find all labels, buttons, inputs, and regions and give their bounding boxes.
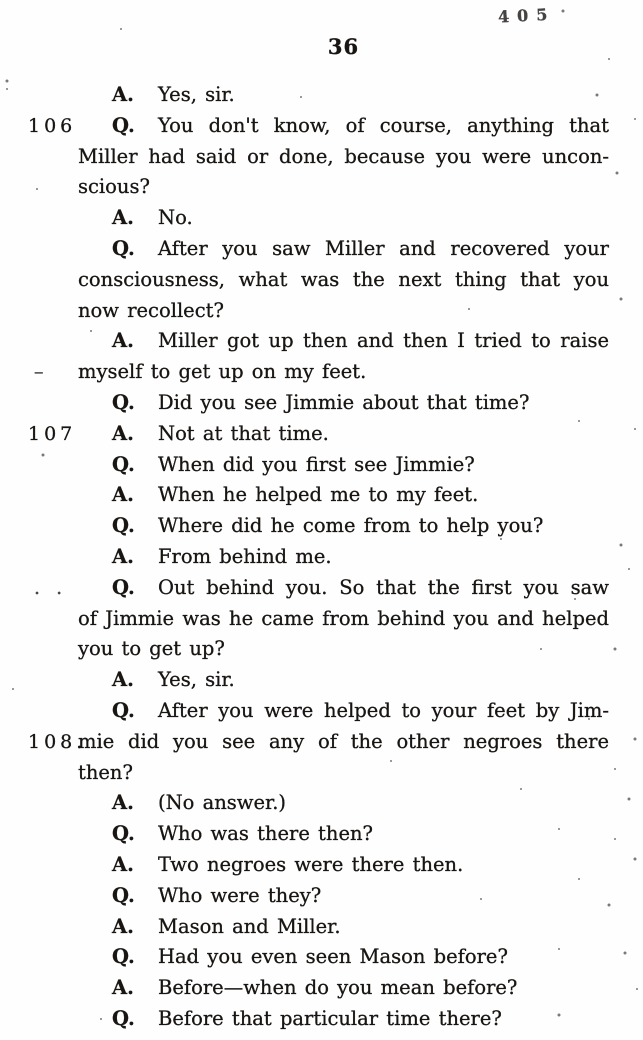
line-text: consciousness, what was the next thing that you (78, 267, 609, 291)
speaker-label: Q. (112, 452, 135, 476)
speaker-label: A. (112, 206, 134, 230)
speaker-label: Q. (112, 883, 135, 907)
transcript-line (78, 634, 609, 665)
speaker-label: Q. (112, 390, 135, 414)
qa-entry (78, 850, 609, 881)
line-text: you to get up? (78, 637, 225, 661)
line-text: Had you even seen Mason before? (158, 945, 508, 969)
speaker-label: A. (112, 544, 134, 568)
transcript-line (78, 912, 609, 943)
speaker-label: A. (112, 791, 134, 815)
transcript-line (78, 881, 609, 912)
transcript-line (78, 696, 609, 727)
line-text: Who was there then? (158, 822, 374, 846)
transcript-line (78, 604, 609, 635)
speaker-label: A. (112, 976, 134, 1000)
line-text: mie did you see any of the other negroes there (78, 729, 609, 753)
line-text: of Jimmie was he came from behind you and helped (78, 606, 609, 630)
line-text: Miller had said or done, because you were uncon- (78, 144, 609, 168)
transcript-line (78, 80, 609, 111)
qa-entry (78, 80, 609, 111)
qa-entry (78, 450, 609, 481)
transcript-line (78, 850, 609, 881)
transcript-line (78, 388, 609, 419)
line-text: then? (78, 760, 133, 784)
qa-entry (78, 819, 609, 850)
line-text: Yes, sir. (158, 83, 235, 106)
transcript-line (78, 296, 609, 327)
speaker-label: A. (112, 421, 134, 445)
qa-entry (28, 696, 609, 788)
page-number: 36 (327, 34, 360, 59)
question-number: 108. (28, 730, 87, 753)
scan-noise (0, 0, 2, 2)
qa-entry (78, 203, 609, 234)
qa-entry (78, 788, 609, 819)
line-text: Where did he come from to help you? (158, 514, 544, 538)
transcript-line (28, 419, 609, 450)
qa-entry (28, 111, 609, 203)
line-text: Who were they? (158, 883, 322, 907)
line-text: Not at that time. (158, 421, 329, 445)
speaker-label: A. (112, 852, 134, 876)
transcript-line (78, 665, 609, 696)
transcript-line (78, 511, 609, 542)
qa-entry (78, 480, 609, 511)
transcript-line (78, 819, 609, 850)
qa-entry (78, 973, 609, 1004)
line-text: myself to get up on my feet. (78, 360, 367, 384)
speaker-label: Q. (112, 698, 135, 722)
speaker-label: Q. (112, 575, 135, 599)
transcript-line (28, 111, 609, 142)
transcript-line (78, 326, 609, 357)
page-stamp: 405 (497, 4, 556, 27)
speaker-label: Q. (112, 113, 135, 137)
transcript-line (78, 788, 609, 819)
line-text: Did you see Jimmie about that time? (158, 390, 530, 414)
transcript-line (34, 573, 609, 604)
speaker-label: A. (112, 483, 134, 507)
transcript-line (34, 357, 609, 388)
speaker-label: Q. (112, 945, 135, 969)
line-text: No. (158, 206, 193, 230)
transcript-line (78, 142, 609, 173)
transcript-line (78, 450, 609, 481)
line-text: From behind me. (158, 544, 332, 568)
line-text: Yes, sir. (158, 668, 235, 692)
line-text: When he helped me to my feet. (158, 483, 479, 507)
transcript-line (78, 203, 609, 234)
qa-entry (78, 511, 609, 542)
line-text: Two negroes were there then. (158, 852, 464, 876)
line-text: Miller got up then and then I tried to raise (158, 329, 609, 353)
line-text: When did you first see Jimmie? (158, 452, 475, 476)
line-text: Out behind you. So that the first you saw (158, 575, 609, 599)
transcript-line (78, 1004, 609, 1035)
transcript-line (78, 480, 609, 511)
speaker-label: Q. (112, 514, 135, 538)
qa-entry (78, 542, 609, 573)
qa-entry (28, 419, 609, 450)
qa-entry (78, 912, 609, 943)
transcript-line (28, 727, 609, 758)
transcript-line (78, 758, 609, 789)
line-text: (No answer.) (158, 791, 287, 815)
speaker-label: Q. (112, 1006, 135, 1030)
line-text: Mason and Miller. (158, 914, 341, 938)
qa-entry (78, 665, 609, 696)
speaker-label: A. (112, 83, 134, 106)
question-number: 106 (28, 114, 77, 137)
line-text: Before that particular time there? (158, 1006, 502, 1030)
qa-entry (78, 234, 609, 326)
line-text: You don't know, of course, anything that (158, 113, 609, 137)
speaker-label: Q. (112, 236, 135, 260)
line-text: now recollect? (78, 298, 224, 322)
transcript-line (78, 542, 609, 573)
qa-entry (78, 1004, 609, 1035)
speaker-label: A. (112, 329, 134, 353)
transcript (28, 80, 609, 1035)
margin-mark: – (34, 361, 48, 384)
speaker-label: A. (112, 914, 134, 938)
qa-entry (78, 881, 609, 912)
qa-entry (78, 942, 609, 973)
qa-entry (34, 326, 609, 388)
qa-entry (78, 388, 609, 419)
line-text: After you saw Miller and recovered your (158, 236, 609, 260)
line-text: Before—when do you mean before? (158, 976, 518, 1000)
speaker-label: Q. (112, 822, 135, 846)
transcript-line (78, 265, 609, 296)
margin-mark: . . (34, 576, 67, 599)
speaker-label: A. (112, 668, 134, 692)
transcript-line (78, 973, 609, 1004)
question-number: 107 (28, 422, 77, 445)
line-text: scious? (78, 175, 150, 199)
line-text: After you were helped to your feet by Jim- (158, 698, 609, 722)
transcript-line (78, 172, 609, 203)
transcript-line (78, 942, 609, 973)
transcript-line (78, 234, 609, 265)
qa-entry (34, 573, 609, 665)
